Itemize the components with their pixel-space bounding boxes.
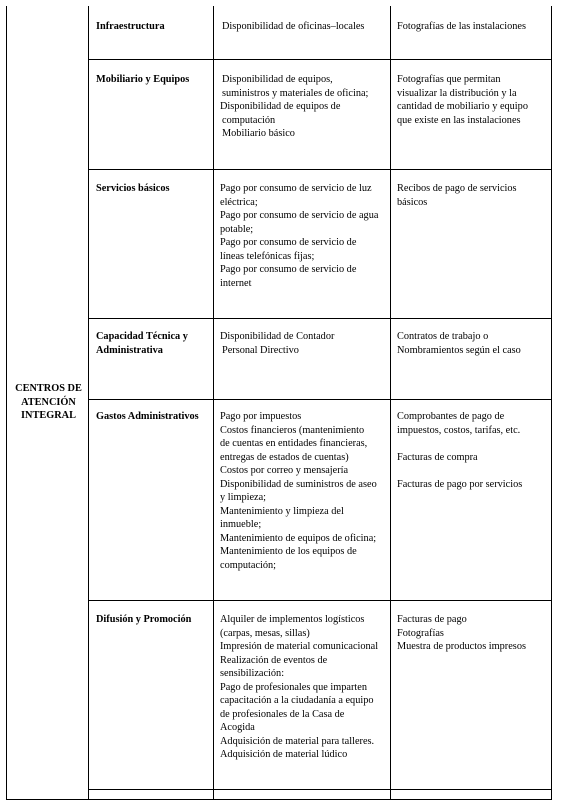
column-divider-3 bbox=[390, 6, 391, 800]
evidence-line: Facturas de compra bbox=[397, 451, 478, 463]
resource-line: Pago por consumo de servicio de bbox=[220, 237, 357, 248]
category-label: Servicios básicos bbox=[96, 183, 170, 194]
row-divider bbox=[88, 399, 552, 400]
evidence-line: Nombramientos según el caso bbox=[397, 344, 521, 356]
evidence-line: Comprobantes de pago de bbox=[397, 411, 505, 422]
row-divider bbox=[88, 318, 552, 319]
resource-line: Pago por consumo de servicio de agua bbox=[220, 210, 379, 221]
resource-line: Pago por consumo de servicio de bbox=[220, 264, 357, 275]
resource-line: suministros y materiales de oficina; bbox=[222, 87, 369, 99]
resource-line: Mobiliario básico bbox=[222, 128, 295, 139]
group-label-line: ATENCIÓN bbox=[21, 396, 76, 408]
resource-line: Pago de profesionales que imparten bbox=[220, 681, 367, 693]
resource-line: Disponibilidad de suministros de aseo bbox=[220, 478, 377, 490]
resource-line: potable; bbox=[220, 223, 254, 235]
evidence-cell-servicios bbox=[397, 182, 517, 209]
resources-cell-difusion bbox=[220, 613, 378, 762]
resource-line: Disponibilidad de Contador bbox=[220, 331, 335, 342]
resources-cell-gastos bbox=[220, 410, 377, 572]
category-cell-capacidad bbox=[96, 330, 188, 357]
resource-line: Pago por consumo de servicio de luz bbox=[220, 183, 372, 194]
category-label: Mobiliario y Equipos bbox=[96, 74, 190, 85]
evidence-line: cantidad de mobiliario y equipo bbox=[397, 101, 528, 112]
evidence-cell-capacidad bbox=[397, 330, 521, 357]
category-label: Capacidad Técnica y bbox=[96, 331, 188, 342]
row-divider bbox=[88, 789, 552, 790]
resource-line: inmueble; bbox=[220, 519, 262, 530]
category-label: Administrativa bbox=[96, 344, 163, 356]
resource-line: Disponibilidad de equipos de bbox=[220, 101, 341, 112]
evidence-line: Fotografías bbox=[397, 627, 444, 639]
group-label-line: CENTROS DE bbox=[15, 383, 82, 394]
column-divider-1 bbox=[88, 6, 89, 800]
resource-line: Mantenimiento de los equipos de bbox=[220, 546, 357, 557]
table-border-bottom bbox=[6, 799, 552, 800]
group-label bbox=[10, 382, 87, 423]
resource-line: Realización de eventos de bbox=[220, 654, 328, 666]
evidence-line: Fotografías que permitan bbox=[397, 74, 501, 85]
evidence-line: Contratos de trabajo o bbox=[397, 331, 489, 342]
resources-cell-infraestructura bbox=[222, 20, 364, 34]
resource-line: computación bbox=[222, 114, 276, 126]
category-label: Infraestructura bbox=[96, 21, 165, 32]
resource-line: Alquiler de implementos logísticos bbox=[220, 614, 365, 625]
resource-line: Adquisición de material lúdico bbox=[220, 749, 348, 760]
table-border-right bbox=[551, 6, 552, 800]
column-divider-2 bbox=[213, 6, 214, 800]
evidence-line: Muestra de productos impresos bbox=[397, 641, 526, 652]
category-cell-servicios bbox=[96, 182, 170, 196]
resource-line: y limpieza; bbox=[220, 492, 267, 503]
resource-line: eléctrica; bbox=[220, 196, 258, 208]
resource-line: Personal Directivo bbox=[222, 344, 299, 356]
row-divider bbox=[88, 600, 552, 601]
category-cell-difusion bbox=[96, 613, 191, 627]
resource-line: Mantenimiento de equipos de oficina; bbox=[220, 532, 377, 544]
resources-cell-servicios bbox=[220, 182, 378, 290]
resource-line: Costos por correo y mensajería bbox=[220, 465, 349, 476]
resource-line: Costos financieros (mantenimiento bbox=[220, 424, 365, 436]
evidence-line: básicos bbox=[397, 196, 428, 208]
resource-line: Mantenimiento y limpieza del bbox=[220, 505, 344, 517]
resource-line: capacitación a la ciudadanía a equipo bbox=[220, 695, 374, 706]
resource-line: Pago por impuestos bbox=[220, 411, 302, 422]
resource-line: Adquisición de material para talleres. bbox=[220, 735, 375, 747]
evidence-cell-mobiliario bbox=[397, 73, 528, 127]
group-label-line: INTEGRAL bbox=[21, 410, 76, 421]
resource-line: Acogida bbox=[220, 722, 255, 733]
resource-line: Disponibilidad de equipos, bbox=[222, 74, 333, 85]
evidence-line: Facturas de pago bbox=[397, 614, 467, 625]
resource-line: líneas telefónicas fijas; bbox=[220, 250, 315, 262]
table-border-left bbox=[6, 6, 7, 800]
resource-line: internet bbox=[220, 277, 252, 289]
evidence-cell-difusion bbox=[397, 613, 526, 654]
evidence-line: impuestos, costos, tarifas, etc. bbox=[397, 424, 521, 436]
row-divider bbox=[88, 59, 552, 60]
evidence-line: que existe en las instalaciones bbox=[397, 114, 521, 126]
resources-cell-mobiliario bbox=[220, 73, 368, 141]
category-cell-gastos bbox=[96, 410, 199, 424]
category-label: Gastos Administrativos bbox=[96, 411, 199, 422]
resource-line: entregas de estados de cuentas) bbox=[220, 451, 349, 463]
category-label: Difusión y Promoción bbox=[96, 614, 192, 625]
evidence-cell-infraestructura bbox=[397, 20, 526, 34]
resource-line: de cuentas en entidades financieras, bbox=[220, 438, 368, 449]
evidence-cell-gastos bbox=[397, 410, 522, 491]
resources-table bbox=[6, 6, 552, 800]
resource-line: Disponibilidad de oficinas–locales bbox=[222, 21, 365, 32]
evidence-line: Recibos de pago de servicios bbox=[397, 183, 517, 194]
resource-line: computación; bbox=[220, 559, 277, 571]
category-cell-infraestructura bbox=[96, 20, 165, 34]
row-divider bbox=[88, 169, 552, 170]
evidence-line: visualizar la distribución y la bbox=[397, 87, 517, 99]
resource-line: (carpas, mesas, sillas) bbox=[220, 627, 310, 639]
resource-line: sensibilización: bbox=[220, 668, 285, 679]
evidence-line: Facturas de pago por servicios bbox=[397, 478, 523, 490]
category-cell-mobiliario bbox=[96, 73, 189, 87]
resource-line: Impresión de material comunicacional bbox=[220, 641, 379, 652]
evidence-line: Fotografías de las instalaciones bbox=[397, 21, 526, 32]
resources-cell-capacidad bbox=[220, 330, 334, 357]
resource-line: de profesionales de la Casa de bbox=[220, 708, 345, 720]
